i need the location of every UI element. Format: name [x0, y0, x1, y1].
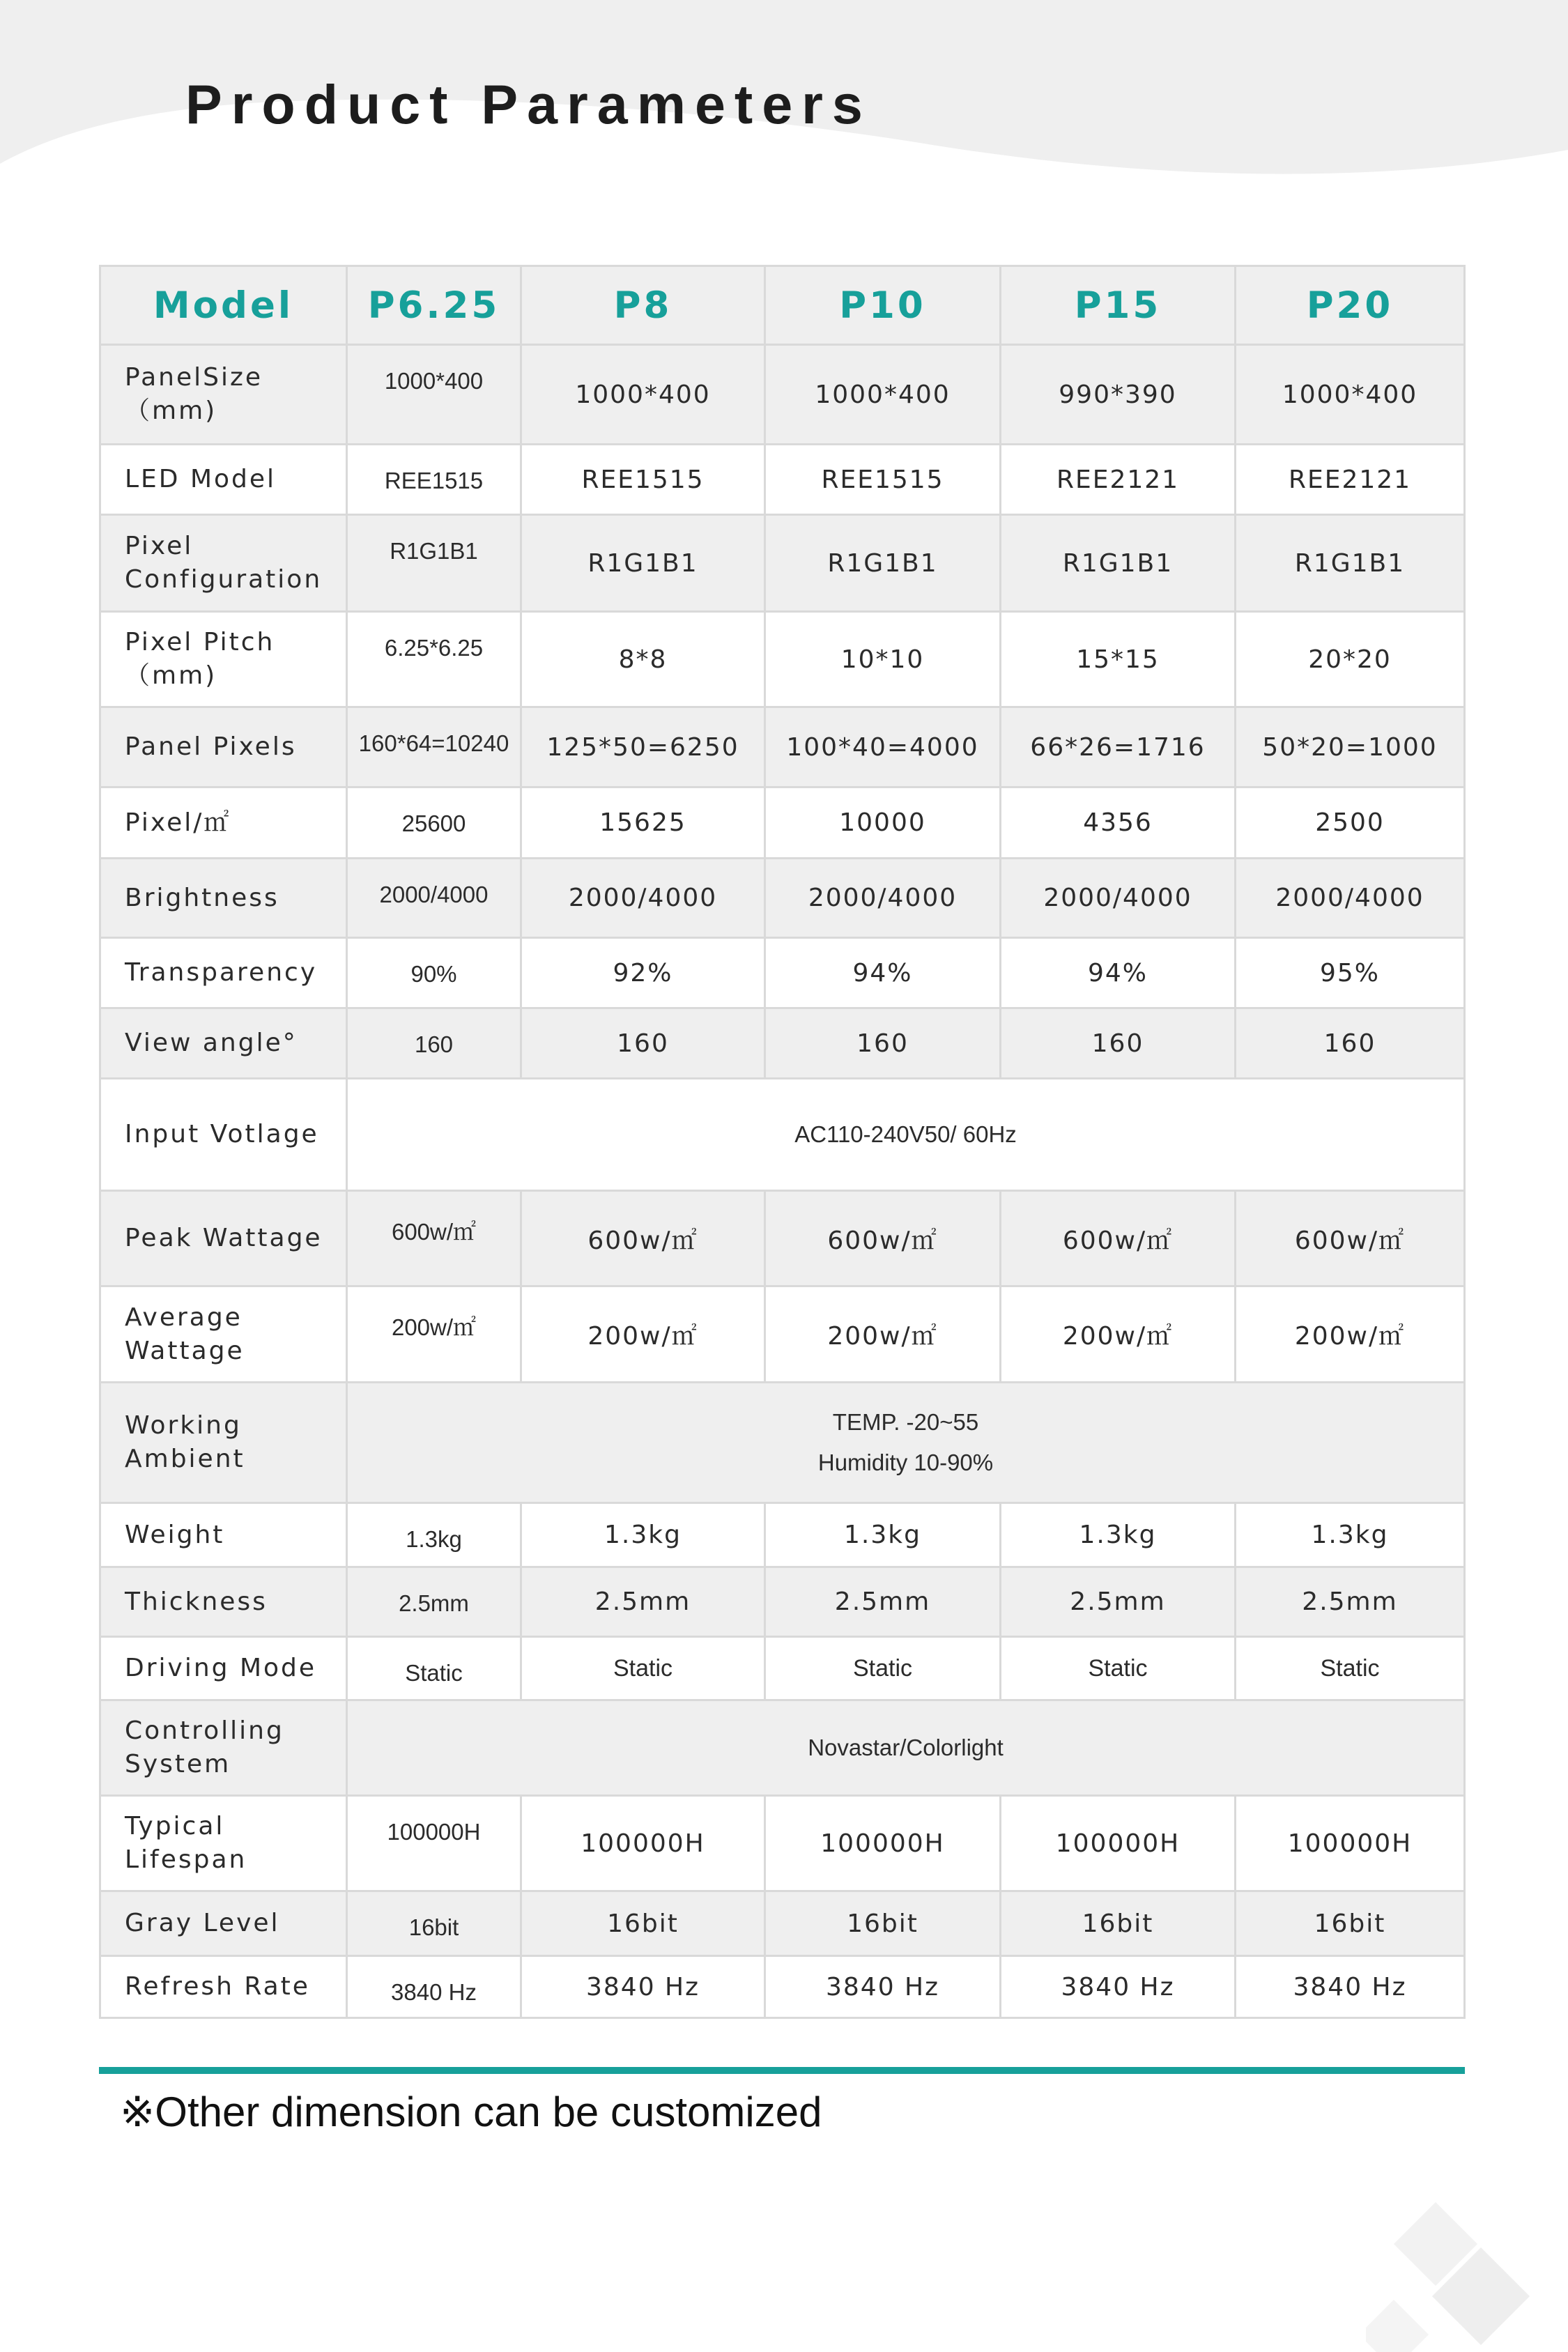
- header-p10: P10: [765, 266, 1001, 345]
- table-cell: R1G1B1: [1001, 515, 1236, 612]
- table-cell: 10*10: [765, 612, 1001, 707]
- table-row: [100, 1700, 1465, 1796]
- table-cell: 1.3kg: [1236, 1503, 1465, 1567]
- table-cell: 600w/㎡: [1001, 1191, 1236, 1286]
- table-cell-span: Novastar/Colorlight: [347, 1700, 1465, 1796]
- table-cell: 2000/4000: [521, 859, 765, 938]
- table-cell: 160: [1236, 1008, 1465, 1079]
- table-row: [100, 1286, 1465, 1383]
- row-label: LED Model: [100, 445, 347, 515]
- table-cell: 2.5mm: [1236, 1567, 1465, 1637]
- row-label: Controlling System: [100, 1700, 347, 1796]
- table-cell: 160*64=10240: [347, 707, 521, 787]
- header-row: [100, 266, 1465, 345]
- table-row: [100, 859, 1465, 938]
- table-row: [100, 1079, 1465, 1191]
- row-label: Working Ambient: [100, 1383, 347, 1503]
- table-cell: 16bit: [1001, 1891, 1236, 1956]
- table-cell: 15625: [521, 787, 765, 859]
- table-row: [100, 345, 1465, 445]
- table-cell: 94%: [765, 938, 1001, 1008]
- table-row: [100, 938, 1465, 1008]
- table-cell: 100*40=4000: [765, 707, 1001, 787]
- table-cell: 3840 Hz: [1001, 1956, 1236, 2018]
- row-label: Driving Mode: [100, 1637, 347, 1700]
- diamond-decoration: [1366, 2188, 1568, 2352]
- table-cell: REE2121: [1236, 445, 1465, 515]
- accent-rule: [99, 2067, 1465, 2074]
- header-p20: P20: [1236, 266, 1465, 345]
- table-cell: 16bit: [521, 1891, 765, 1956]
- row-label: Panel Pixels: [100, 707, 347, 787]
- row-label: Weight: [100, 1503, 347, 1567]
- table-cell: 990*390: [1001, 345, 1236, 445]
- row-label: Pixel Pitch （mm): [100, 612, 347, 707]
- table-cell: Static: [765, 1637, 1001, 1700]
- parameters-table: [99, 265, 1466, 2019]
- table-row: [100, 1567, 1465, 1637]
- row-label: PanelSize（mm): [100, 345, 347, 445]
- table-cell: 600w/㎡: [521, 1191, 765, 1286]
- table-cell: 200w/㎡: [521, 1286, 765, 1383]
- table-cell: 94%: [1001, 938, 1236, 1008]
- table-row: [100, 787, 1465, 859]
- table-cell: 16bit: [765, 1891, 1001, 1956]
- row-label: View angle°: [100, 1008, 347, 1079]
- table-row: [100, 445, 1465, 515]
- row-label: Gray Level: [100, 1891, 347, 1956]
- table-cell: 160: [1001, 1008, 1236, 1079]
- table-cell: REE1515: [521, 445, 765, 515]
- table-cell: 3840 Hz: [521, 1956, 765, 2018]
- table-cell: 160: [765, 1008, 1001, 1079]
- table-cell-span: [347, 1383, 1465, 1503]
- header-p8: P8: [521, 266, 765, 345]
- table-cell: 25600: [347, 787, 521, 859]
- table-cell: 90%: [347, 938, 521, 1008]
- row-label: Average Wattage: [100, 1286, 347, 1383]
- table-cell: Static: [1236, 1637, 1465, 1700]
- table-cell: 100000H: [347, 1796, 521, 1891]
- table-cell: 100000H: [765, 1796, 1001, 1891]
- page-title: Product Parameters: [185, 73, 872, 135]
- table-cell: 6.25*6.25: [347, 612, 521, 707]
- table-cell: 1000*400: [1236, 345, 1465, 445]
- header-p15: P15: [1001, 266, 1236, 345]
- table-row: [100, 1956, 1465, 2018]
- table-cell: 95%: [1236, 938, 1465, 1008]
- table-cell: 92%: [521, 938, 765, 1008]
- table-row: [100, 1796, 1465, 1891]
- row-label: Peak Wattage: [100, 1191, 347, 1286]
- table-cell: 2000/4000: [347, 859, 521, 938]
- table-cell: 200w/㎡: [347, 1286, 521, 1383]
- table-cell: 16bit: [347, 1891, 521, 1956]
- table-row: [100, 1891, 1465, 1956]
- table-cell: 2.5mm: [521, 1567, 765, 1637]
- row-label: Pixel Configuration: [100, 515, 347, 612]
- table-cell: 600w/㎡: [765, 1191, 1001, 1286]
- table-cell: 66*26=1716: [1001, 707, 1236, 787]
- table-cell: 16bit: [1236, 1891, 1465, 1956]
- table-cell: 4356: [1001, 787, 1236, 859]
- table-cell: REE1515: [765, 445, 1001, 515]
- table-cell: REE1515: [347, 445, 521, 515]
- span-line: TEMP. -20~55: [832, 1409, 979, 1435]
- table-cell: 160: [521, 1008, 765, 1079]
- table-cell: 1.3kg: [765, 1503, 1001, 1567]
- table-row: [100, 1008, 1465, 1079]
- table-cell: R1G1B1: [521, 515, 765, 612]
- table-row: [100, 1503, 1465, 1567]
- table-cell: 20*20: [1236, 612, 1465, 707]
- table-cell: 8*8: [521, 612, 765, 707]
- footnote: ※Other dimension can be customized: [120, 2089, 822, 2135]
- header-model: Model: [100, 266, 347, 345]
- row-label: Thickness: [100, 1567, 347, 1637]
- header-p6-25: P6.25: [347, 266, 521, 345]
- table-cell: 600w/㎡: [347, 1191, 521, 1286]
- span-line: Humidity 10-90%: [817, 1450, 994, 1475]
- table-cell: 1.3kg: [1001, 1503, 1236, 1567]
- table-row: [100, 1383, 1465, 1503]
- table-cell: 200w/㎡: [1001, 1286, 1236, 1383]
- table-cell: Static: [1001, 1637, 1236, 1700]
- table-cell: 160: [347, 1008, 521, 1079]
- table-cell: R1G1B1: [347, 515, 521, 612]
- table-cell: 50*20=1000: [1236, 707, 1465, 787]
- table-row: [100, 1191, 1465, 1286]
- table-cell: 2.5mm: [1001, 1567, 1236, 1637]
- table-row: [100, 1637, 1465, 1700]
- table-cell: 1000*400: [347, 345, 521, 445]
- table-cell: 1000*400: [521, 345, 765, 445]
- table-cell: 2000/4000: [1236, 859, 1465, 938]
- row-label: Refresh Rate: [100, 1956, 347, 2018]
- table-cell-span: AC110-240V50/ 60Hz: [347, 1079, 1465, 1191]
- table-cell: 600w/㎡: [1236, 1191, 1465, 1286]
- table-cell: 3840 Hz: [765, 1956, 1001, 2018]
- table-cell: 100000H: [521, 1796, 765, 1891]
- table-cell: R1G1B1: [1236, 515, 1465, 612]
- table-cell: 100000H: [1001, 1796, 1236, 1891]
- table-cell: 2.5mm: [765, 1567, 1001, 1637]
- table-cell: REE2121: [1001, 445, 1236, 515]
- table-cell: 200w/㎡: [765, 1286, 1001, 1383]
- table-cell: 10000: [765, 787, 1001, 859]
- row-label: Brightness: [100, 859, 347, 938]
- table-cell: 2000/4000: [765, 859, 1001, 938]
- table-cell: Static: [521, 1637, 765, 1700]
- row-label: Transparency: [100, 938, 347, 1008]
- table-cell: 2.5mm: [347, 1567, 521, 1637]
- table-cell: 2000/4000: [1001, 859, 1236, 938]
- table-cell: 100000H: [1236, 1796, 1465, 1891]
- table-cell: 1.3kg: [347, 1503, 521, 1567]
- table-cell: 2500: [1236, 787, 1465, 859]
- table-row: [100, 707, 1465, 787]
- row-label: Pixel/㎡: [100, 787, 347, 859]
- row-label: Input Votlage: [100, 1079, 347, 1191]
- table-cell: 3840 Hz: [347, 1956, 521, 2018]
- table-cell: 1.3kg: [521, 1503, 765, 1567]
- row-label: Typical Lifespan: [100, 1796, 347, 1891]
- table-cell: 125*50=6250: [521, 707, 765, 787]
- table-cell: Static: [347, 1637, 521, 1700]
- table-cell: 200w/㎡: [1236, 1286, 1465, 1383]
- table-cell: 3840 Hz: [1236, 1956, 1465, 2018]
- table-cell: 1000*400: [765, 345, 1001, 445]
- table-cell: R1G1B1: [765, 515, 1001, 612]
- table-cell: 15*15: [1001, 612, 1236, 707]
- table-row: [100, 515, 1465, 612]
- table-row: [100, 612, 1465, 707]
